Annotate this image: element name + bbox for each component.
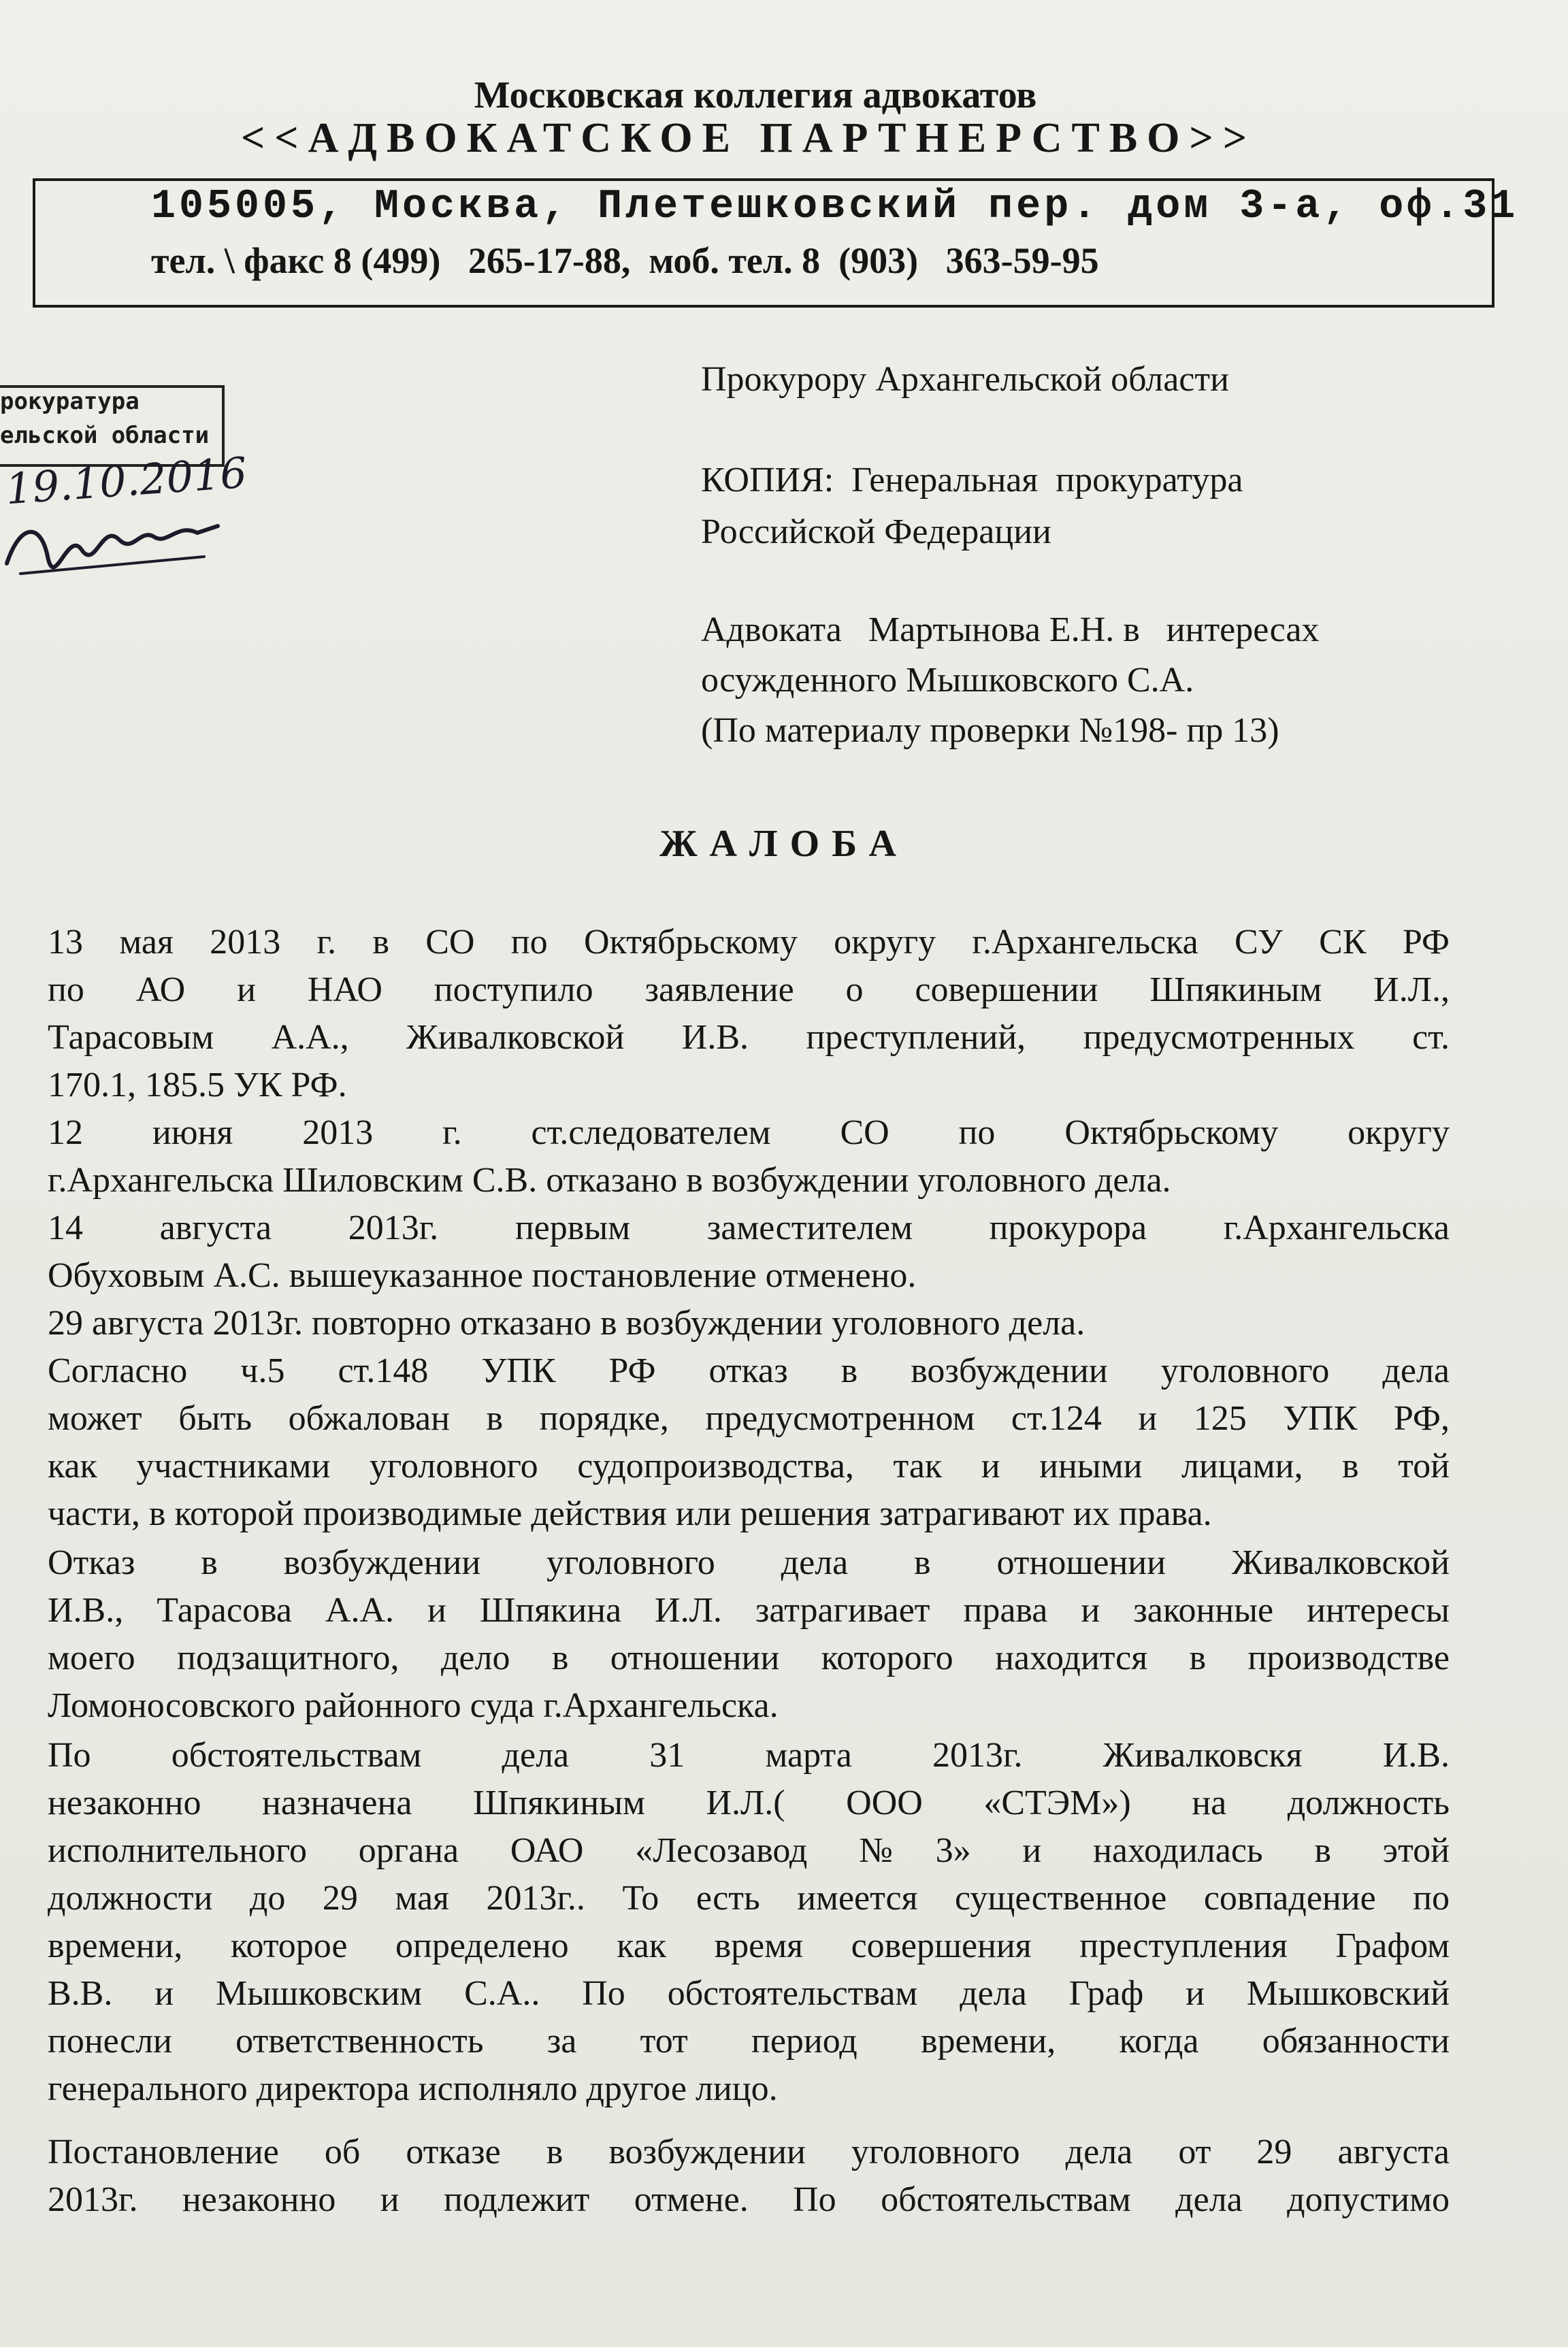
text-line: И.В., Тарасова А.А. и Шпякина И.Л. затрагивает права и законные интересы xyxy=(48,1591,1450,1630)
text-line: части, в которой производимые действия или решения затрагивают их права. xyxy=(48,1494,1212,1533)
paragraph-1 xyxy=(48,919,1450,1109)
text-line: как участниками уголовного судопроизводства, так и иными лицами, в той xyxy=(48,1447,1450,1486)
text-line: По обстоятельствам дела 31 марта 2013г. Живалковскя И.В. xyxy=(48,1736,1450,1775)
text-line: Согласно ч.5 ст.148 УПК РФ отказ в возбуждении уголовного дела xyxy=(48,1351,1450,1390)
text-line: моего подзащитного, дело в отношении которого находится в производстве xyxy=(48,1639,1450,1677)
text-line: 14 августа 2013г. первым заместителем прокурора г.Архангельска xyxy=(48,1209,1450,1247)
stamp-line-1: рокуратура xyxy=(0,388,140,415)
text-line: Постановление об отказе в возбуждении уголовного дела от 29 августа xyxy=(48,2133,1450,2171)
stamp-signature xyxy=(0,509,225,584)
sender-line-2: осужденного Мышковского С.А. xyxy=(701,661,1194,700)
addressee-copy-line-2: Российской Федерации xyxy=(701,512,1051,551)
text-line: г.Архангельска Шиловским С.В. отказано в возбуждении уголовного дела. xyxy=(48,1161,1171,1200)
paragraph-3 xyxy=(48,1204,1450,1300)
paragraph-2 xyxy=(48,1109,1450,1204)
paragraph-6 xyxy=(48,1539,1450,1730)
paragraph-8 xyxy=(48,2129,1450,2224)
text-line: генерального директора исполняло другое лицо. xyxy=(48,2069,778,2108)
letterhead-phones: тел. \ факс 8 (499) 265-17-88, моб. тел. 8 (903) 363-59-95 xyxy=(151,240,1099,281)
document-title: ЖАЛОБА xyxy=(659,823,909,865)
letterhead-firm-name: <<АДВОКАТСКОЕ ПАРТНЕРСТВО>> xyxy=(240,115,1257,161)
stamp-handwritten-date: 19.10.2016 xyxy=(3,447,249,514)
text-line: Тарасовым А.А., Живалковской И.В. преступлений, предусмотренных ст. xyxy=(48,1018,1450,1057)
receipt-stamp xyxy=(0,373,249,577)
text-line: времени, которое определено как время совершения преступления Графом xyxy=(48,1926,1450,1965)
paragraph-4 xyxy=(48,1300,1450,1347)
sender-line-3: (По материалу проверки №198- пр 13) xyxy=(701,711,1279,750)
text-line: Ломоносовского районного суда г.Архангельска. xyxy=(48,1686,779,1725)
text-line: 12 июня 2013 г. ст.следователем СО по Октябрьскому округу xyxy=(48,1113,1450,1152)
sender-line-1: Адвоката Мартынова Е.Н. в интересах xyxy=(701,610,1320,649)
addressee-copy-line-1: КОПИЯ: Генеральная прокуратура xyxy=(701,461,1243,499)
text-line: 2013г. незаконно и подлежит отмене. По обстоятельствам дела допустимо xyxy=(48,2180,1450,2219)
stamp-line-2: ельской области xyxy=(0,422,210,449)
text-line: 13 мая 2013 г. в СО по Октябрьскому округу г.Архангельска СУ СК РФ xyxy=(48,923,1450,962)
paragraph-7 xyxy=(48,1732,1450,2113)
text-line: Обуховым А.С. вышеуказанное постановление отменено. xyxy=(48,1256,917,1295)
text-line: 170.1, 185.5 УК РФ. xyxy=(48,1066,347,1104)
paragraph-5 xyxy=(48,1347,1450,1538)
text-line: по АО и НАО поступило заявление о совершении Шпякиным И.Л., xyxy=(48,970,1450,1009)
text-line: незаконно назначена Шпякиным И.Л.( ООО «СТЭМ») на должность xyxy=(48,1784,1450,1822)
letterhead-address: 105005, Москва, Плетешковский пер. дом 3-а, оф.31 xyxy=(151,184,1519,230)
text-line: Отказ в возбуждении уголовного дела в отношении Живалковской xyxy=(48,1543,1450,1582)
text-line: понесли ответственность за тот период времени, когда обязанности xyxy=(48,2022,1450,2061)
text-line: может быть обжалован в порядке, предусмотренном ст.124 и 125 УПК РФ, xyxy=(48,1399,1450,1438)
text-line: В.В. и Мышковским С.А.. По обстоятельствам дела Граф и Мышковский xyxy=(48,1974,1450,2013)
addressee-to: Прокурору Архангельской области xyxy=(701,360,1229,399)
letterhead-org: Московская коллегия адвокатов xyxy=(474,74,1037,116)
text-line: 29 августа 2013г. повторно отказано в возбуждении уголовного дела. xyxy=(48,1304,1085,1343)
text-line: исполнительного органа ОАО «Лесозавод №3» и находилась в этой xyxy=(48,1831,1450,1870)
text-line: должности до 29 мая 2013г.. То есть имеется существенное совпадение по xyxy=(48,1879,1450,1918)
